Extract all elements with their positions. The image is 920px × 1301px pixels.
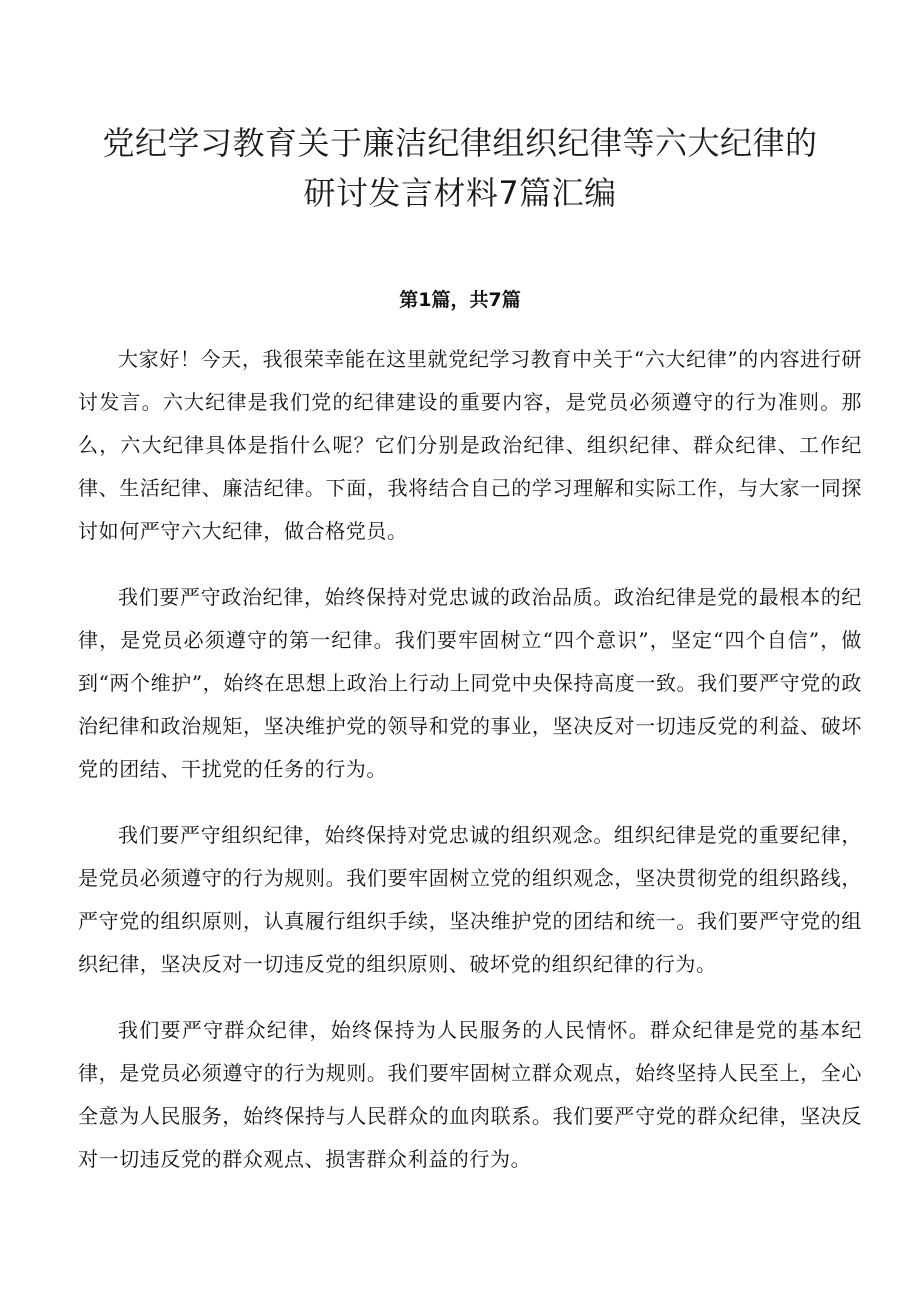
document-title (60, 118, 860, 218)
paragraph-2: 我们要严守政治纪律，始终保持对党忠诚的政治品质。政治纪律是党的最根本的纪律，是党员必须遵守的第一纪律。我们要牢固树立“四个意识”，坚定“四个自信”，做到“两个维护”，始终在思想上政治上行动上同党中央保持高度一致。我们要严守党的政治纪律和政治规矩，坚决维护党的领导和党的事业，坚决反对一切违反党的利益、破坏党的团结、干扰党的任务的行为。 (78, 585, 862, 781)
paragraph-4: 我们要严守群众纪律，始终保持为人民服务的人民情怀。群众纪律是党的基本纪律，是党员必须遵守的行为规则。我们要牢固树立群众观点，始终坚持人民至上，全心全意为人民服务，始终保持与人民群众的血肉联系。我们要严守党的群众纪律，坚决反对一切违反党的群众观点、损害群众利益的行为。 (78, 1018, 862, 1171)
paragraph-1: 大家好！今天，我很荣幸能在这里就党纪学习教育中关于“六大纪律”的内容进行研讨发言。六大纪律是我们党的纪律建设的重要内容，是党员必须遵守的行为准则。那么，六大纪律具体是指什么呢？它们分别是政治纪律、组织纪律、群众纪律、工作纪律、生活纪律、廉洁纪律。下面，我将结合自己的学习理解和实际工作，与大家一同探讨如何严守六大纪律，做合格党员。 (78, 347, 862, 543)
paragraph-3: 我们要严守组织纪律，始终保持对党忠诚的组织观念。组织纪律是党的重要纪律，是党员必须遵守的行为规则。我们要牢固树立党的组织观念，坚决贯彻党的组织路线，严守党的组织原则，认真履行组织手续，坚决维护党的团结和统一。我们要严守党的组织纪律，坚决反对一切违反党的组织原则、破坏党的组织纪律的行为。 (78, 823, 862, 976)
title-line-2: 研讨发言材料7篇汇编 (303, 174, 617, 212)
title-line-1: 党纪学习教育关于廉洁纪律组织纪律等六大纪律的 (102, 124, 818, 162)
body-text (78, 338, 862, 1204)
section-subtitle: 第1篇，共7篇 (399, 289, 521, 311)
